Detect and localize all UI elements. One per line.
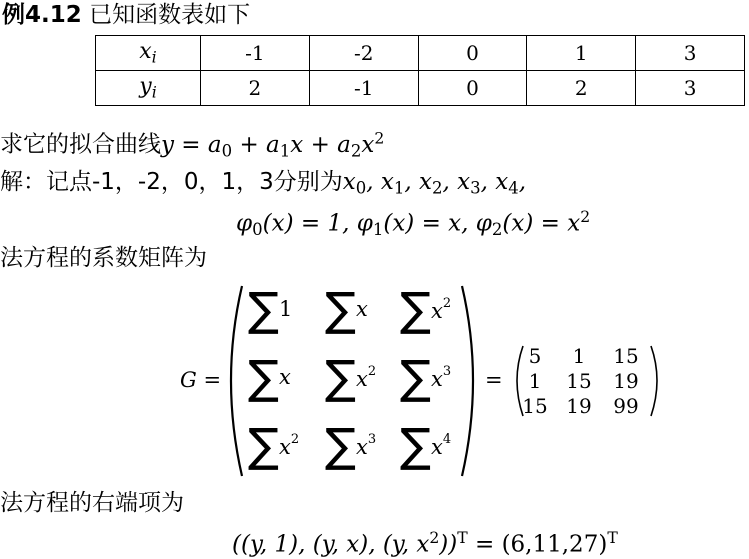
matrix-entry: 1 [572,344,586,368]
sum-cell: $\sum x^2$ [400,282,452,336]
question-text: 求它的拟合曲线 [0,131,161,158]
table-cell: 0 [418,36,527,71]
function-table [95,35,745,106]
table-row [96,36,745,71]
sum-cell: ∑x [248,350,291,404]
matrix-entry: 15 [613,344,639,368]
matrix-entry: 5 [528,344,542,368]
basis-functions: $\varphi_0(x) = 1$, $\varphi_1(x) = x$, $\varphi_2(x) = x^2$ [236,207,591,240]
coefficient-matrix-heading: 法方程的系数矩阵为 [0,245,207,271]
rhs-formula: ((y, 1), (y, x), (y, $x^2))^T = (6,11,27)^T$ [232,528,618,558]
matrix-entry: 19 [613,369,639,393]
matrix-equals: = [485,368,503,392]
sum-cell: $\sum x^3$ [400,350,452,404]
sum-cell: ∑1 [248,282,293,336]
table-cell: 3 [636,71,745,106]
table-cell: -2 [309,36,418,71]
example-statement: 已知函数表如下 [89,2,251,28]
row-header: $x_i$ [96,36,201,71]
table-cell: -1 [201,36,310,71]
sum-cell: $\sum x^3$ [325,418,377,472]
example-title [2,1,250,29]
matrix-entry: 19 [566,394,592,418]
row-header: $y_i$ [96,71,201,106]
matrix-lhs: G = [180,368,222,392]
solution-prefix: 解：记点-1，-2，0，1，3分别为 [0,169,343,195]
table-cell: 2 [527,71,636,106]
example-number: 例4.12 [2,2,82,28]
sum-cell: $\sum x^4$ [400,418,452,472]
node-list: $x_0$, $x_1$, $x_2$, $x_3$, $x_4$, [342,169,527,198]
sum-cell: ∑x [325,282,368,336]
table-cell: -1 [309,71,418,106]
matrix-entry: 15 [566,369,592,393]
sum-cell: $\sum x^2$ [248,418,300,472]
matrix-entry: 15 [522,394,548,418]
matrix-entry: 99 [613,394,639,418]
normal-equation-matrix [180,282,660,478]
fitting-curve-formula: $y = a_0 + a_1x + a_2x^2$ [161,128,385,161]
table-cell: 1 [527,36,636,71]
question-line [0,124,384,165]
table-row [96,71,745,106]
rhs-heading: 法方程的右端项为 [0,490,184,516]
table-cell: 3 [636,36,745,71]
table-cell: 2 [201,71,310,106]
matrix-entry: 1 [528,369,542,393]
sum-cell: $\sum x^2$ [325,350,377,404]
table-cell: 0 [418,71,527,106]
solution-line [0,168,526,203]
